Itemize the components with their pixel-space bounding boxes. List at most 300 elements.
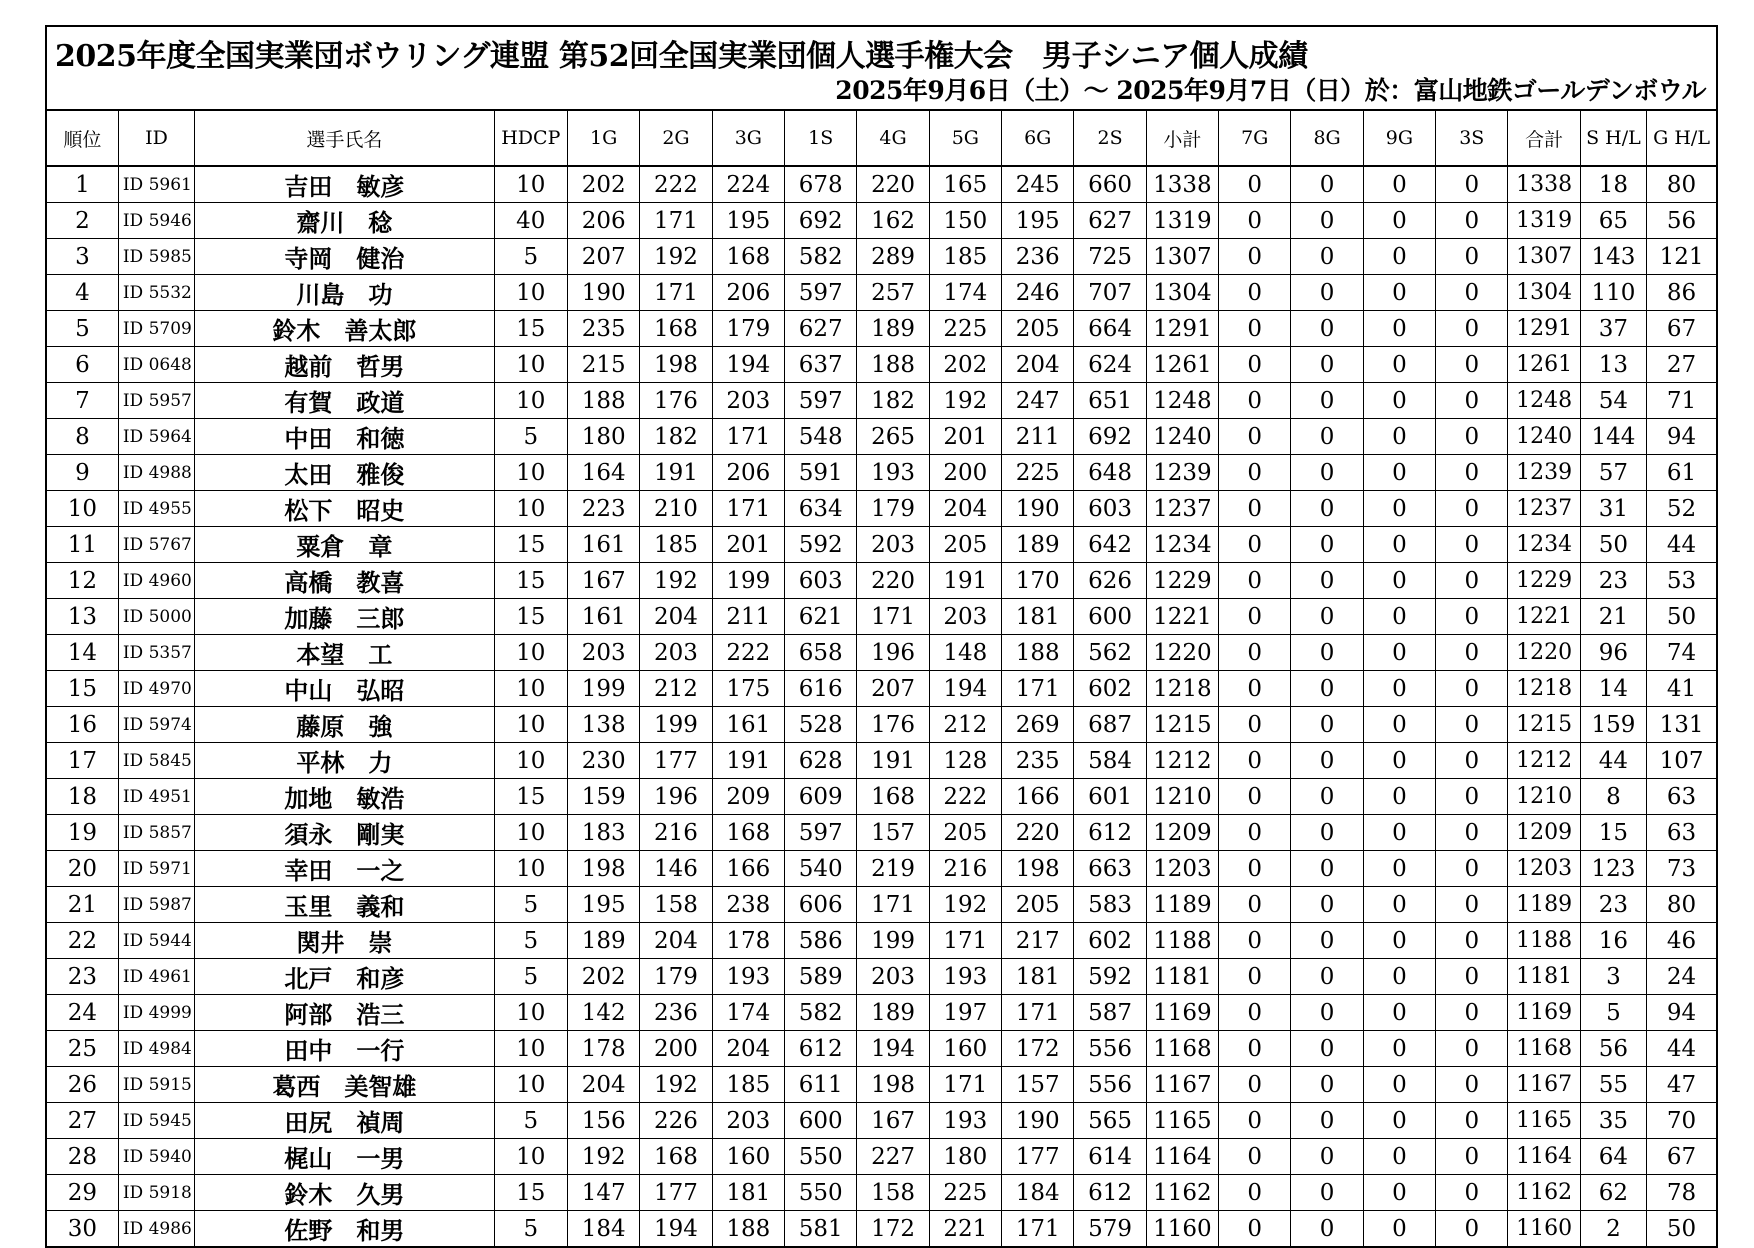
column-header: G H/L — [1647, 110, 1717, 166]
score-cell: 0 — [1363, 707, 1435, 743]
hdcp-cell: 10 — [494, 707, 567, 743]
score-cell: 215 — [567, 347, 639, 383]
score-cell: 0 — [1363, 635, 1435, 671]
score-cell: 0 — [1363, 779, 1435, 815]
series-hl-cell: 44 — [1580, 743, 1646, 779]
hdcp-cell: 10 — [494, 455, 567, 491]
game-hl-cell: 24 — [1647, 959, 1717, 995]
game-hl-cell: 46 — [1647, 923, 1717, 959]
column-header: 合計 — [1508, 110, 1580, 166]
score-cell: 0 — [1219, 815, 1291, 851]
score-cell: 603 — [1074, 491, 1146, 527]
player-name-cell: 玉里 義和 — [195, 887, 494, 923]
series-hl-cell: 159 — [1580, 707, 1646, 743]
column-header: ID — [118, 110, 194, 166]
total-cell: 1234 — [1508, 527, 1580, 563]
id-cell: ID 5845 — [118, 743, 194, 779]
score-cell: 190 — [1002, 491, 1074, 527]
rank-cell: 9 — [46, 455, 118, 491]
table-row — [46, 527, 1717, 563]
column-header: 2S — [1074, 110, 1146, 166]
game-hl-cell: 47 — [1647, 1067, 1717, 1103]
id-cell: ID 4986 — [118, 1211, 194, 1248]
score-cell: 597 — [785, 275, 857, 311]
id-cell: ID 5971 — [118, 851, 194, 887]
column-header: S H/L — [1580, 110, 1646, 166]
score-cell: 628 — [785, 743, 857, 779]
series-hl-cell: 57 — [1580, 455, 1646, 491]
score-cell: 589 — [785, 959, 857, 995]
subtotal-cell: 1240 — [1146, 419, 1218, 455]
table-row — [46, 455, 1717, 491]
score-cell: 0 — [1291, 203, 1363, 239]
rank-cell: 15 — [46, 671, 118, 707]
score-cell: 565 — [1074, 1103, 1146, 1139]
player-name-cell: 加藤 三郎 — [195, 599, 494, 635]
hdcp-cell: 15 — [494, 599, 567, 635]
column-header: 1S — [785, 110, 857, 166]
score-cell: 0 — [1436, 455, 1508, 491]
id-cell: ID 4988 — [118, 455, 194, 491]
score-cell: 0 — [1363, 1067, 1435, 1103]
score-cell: 0 — [1291, 815, 1363, 851]
score-cell: 185 — [640, 527, 712, 563]
score-cell: 156 — [567, 1103, 639, 1139]
score-cell: 0 — [1436, 1067, 1508, 1103]
total-cell: 1167 — [1508, 1067, 1580, 1103]
subtotal-cell: 1319 — [1146, 203, 1218, 239]
score-cell: 191 — [857, 743, 929, 779]
score-cell: 225 — [929, 311, 1001, 347]
score-cell: 246 — [1002, 275, 1074, 311]
score-cell: 182 — [857, 383, 929, 419]
score-cell: 0 — [1219, 959, 1291, 995]
score-cell: 0 — [1436, 491, 1508, 527]
id-cell: ID 4961 — [118, 959, 194, 995]
subtotal-cell: 1220 — [1146, 635, 1218, 671]
score-cell: 0 — [1436, 959, 1508, 995]
subtotal-cell: 1164 — [1146, 1139, 1218, 1175]
hdcp-cell: 5 — [494, 923, 567, 959]
series-hl-cell: 5 — [1580, 995, 1646, 1031]
subtotal-cell: 1167 — [1146, 1067, 1218, 1103]
score-cell: 269 — [1002, 707, 1074, 743]
score-cell: 0 — [1436, 203, 1508, 239]
table-row — [46, 347, 1717, 383]
series-hl-cell: 21 — [1580, 599, 1646, 635]
score-cell: 562 — [1074, 635, 1146, 671]
score-cell: 222 — [929, 779, 1001, 815]
score-cell: 217 — [1002, 923, 1074, 959]
series-hl-cell: 65 — [1580, 203, 1646, 239]
score-cell: 0 — [1291, 1139, 1363, 1175]
score-cell: 725 — [1074, 239, 1146, 275]
score-cell: 626 — [1074, 563, 1146, 599]
score-cell: 190 — [567, 275, 639, 311]
score-cell: 0 — [1363, 743, 1435, 779]
score-cell: 176 — [857, 707, 929, 743]
score-cell: 171 — [929, 1067, 1001, 1103]
game-hl-cell: 107 — [1647, 743, 1717, 779]
score-cell: 0 — [1363, 203, 1435, 239]
score-cell: 158 — [857, 1175, 929, 1211]
score-cell: 192 — [640, 239, 712, 275]
id-cell: ID 5709 — [118, 311, 194, 347]
score-cell: 200 — [929, 455, 1001, 491]
score-cell: 581 — [785, 1211, 857, 1248]
id-cell: ID 5918 — [118, 1175, 194, 1211]
table-row — [46, 707, 1717, 743]
score-cell: 0 — [1291, 851, 1363, 887]
score-cell: 212 — [640, 671, 712, 707]
column-header: 7G — [1219, 110, 1291, 166]
player-name-cell: 佐野 和男 — [195, 1211, 494, 1248]
score-cell: 0 — [1219, 635, 1291, 671]
score-cell: 0 — [1436, 275, 1508, 311]
hdcp-cell: 40 — [494, 203, 567, 239]
rank-cell: 10 — [46, 491, 118, 527]
score-cell: 245 — [1002, 166, 1074, 203]
table-row — [46, 203, 1717, 239]
score-cell: 224 — [712, 166, 784, 203]
rank-cell: 7 — [46, 383, 118, 419]
score-cell: 138 — [567, 707, 639, 743]
score-cell: 225 — [929, 1175, 1001, 1211]
score-cell: 204 — [1002, 347, 1074, 383]
score-cell: 0 — [1363, 563, 1435, 599]
score-cell: 189 — [857, 311, 929, 347]
score-cell: 188 — [1002, 635, 1074, 671]
column-header: 3G — [712, 110, 784, 166]
table-row — [46, 1139, 1717, 1175]
table-row — [46, 599, 1717, 635]
id-cell: ID 4984 — [118, 1031, 194, 1067]
score-cell: 0 — [1436, 1211, 1508, 1248]
score-cell: 658 — [785, 635, 857, 671]
score-cell: 627 — [785, 311, 857, 347]
score-cell: 179 — [640, 959, 712, 995]
score-cell: 663 — [1074, 851, 1146, 887]
score-cell: 236 — [1002, 239, 1074, 275]
column-header: 選手氏名 — [195, 110, 494, 166]
score-cell: 0 — [1219, 1103, 1291, 1139]
score-cell: 205 — [1002, 887, 1074, 923]
score-cell: 600 — [785, 1103, 857, 1139]
score-cell: 634 — [785, 491, 857, 527]
table-row — [46, 383, 1717, 419]
game-hl-cell: 44 — [1647, 527, 1717, 563]
score-cell: 172 — [1002, 1031, 1074, 1067]
score-cell: 204 — [640, 599, 712, 635]
score-cell: 614 — [1074, 1139, 1146, 1175]
score-cell: 0 — [1219, 491, 1291, 527]
series-hl-cell: 23 — [1580, 887, 1646, 923]
subtotal-cell: 1338 — [1146, 166, 1218, 203]
score-cell: 193 — [929, 959, 1001, 995]
subtotal-cell: 1234 — [1146, 527, 1218, 563]
score-cell: 203 — [929, 599, 1001, 635]
score-cell: 220 — [857, 563, 929, 599]
score-cell: 0 — [1363, 1175, 1435, 1211]
player-name-cell: 松下 昭史 — [195, 491, 494, 527]
game-hl-cell: 73 — [1647, 851, 1717, 887]
player-name-cell: 北戸 和彦 — [195, 959, 494, 995]
table-row — [46, 959, 1717, 995]
score-cell: 0 — [1219, 563, 1291, 599]
score-cell: 0 — [1436, 599, 1508, 635]
score-cell: 200 — [640, 1031, 712, 1067]
score-cell: 168 — [640, 311, 712, 347]
score-cell: 235 — [1002, 743, 1074, 779]
total-cell: 1229 — [1508, 563, 1580, 599]
score-cell: 612 — [1074, 1175, 1146, 1211]
id-cell: ID 5915 — [118, 1067, 194, 1103]
total-cell: 1210 — [1508, 779, 1580, 815]
score-cell: 0 — [1219, 779, 1291, 815]
game-hl-cell: 27 — [1647, 347, 1717, 383]
score-cell: 211 — [1002, 419, 1074, 455]
score-cell: 203 — [712, 1103, 784, 1139]
series-hl-cell: 96 — [1580, 635, 1646, 671]
player-name-cell: 田中 一行 — [195, 1031, 494, 1067]
game-hl-cell: 86 — [1647, 275, 1717, 311]
subtotal-cell: 1291 — [1146, 311, 1218, 347]
score-cell: 188 — [712, 1211, 784, 1248]
game-hl-cell: 63 — [1647, 815, 1717, 851]
rank-cell: 28 — [46, 1139, 118, 1175]
score-cell: 147 — [567, 1175, 639, 1211]
score-cell: 185 — [712, 1067, 784, 1103]
id-cell: ID 4970 — [118, 671, 194, 707]
column-header: 8G — [1291, 110, 1363, 166]
score-cell: 180 — [567, 419, 639, 455]
score-cell: 0 — [1291, 563, 1363, 599]
table-row — [46, 166, 1717, 203]
player-name-cell: 藤原 強 — [195, 707, 494, 743]
total-cell: 1209 — [1508, 815, 1580, 851]
table-row — [46, 1211, 1717, 1248]
total-cell: 1240 — [1508, 419, 1580, 455]
score-cell: 0 — [1363, 1031, 1435, 1067]
total-cell: 1169 — [1508, 995, 1580, 1031]
series-hl-cell: 64 — [1580, 1139, 1646, 1175]
score-cell: 199 — [712, 563, 784, 599]
score-cell: 194 — [857, 1031, 929, 1067]
score-cell: 158 — [640, 887, 712, 923]
table-row — [46, 419, 1717, 455]
score-cell: 146 — [640, 851, 712, 887]
id-cell: ID 4955 — [118, 491, 194, 527]
score-cell: 0 — [1436, 923, 1508, 959]
id-cell: ID 5945 — [118, 1103, 194, 1139]
score-cell: 0 — [1363, 275, 1435, 311]
subtotal-cell: 1221 — [1146, 599, 1218, 635]
score-cell: 0 — [1363, 923, 1435, 959]
game-hl-cell: 71 — [1647, 383, 1717, 419]
rank-cell: 14 — [46, 635, 118, 671]
hdcp-cell: 15 — [494, 311, 567, 347]
total-cell: 1168 — [1508, 1031, 1580, 1067]
score-cell: 171 — [929, 923, 1001, 959]
score-cell: 0 — [1291, 419, 1363, 455]
subtotal-cell: 1218 — [1146, 671, 1218, 707]
score-cell: 0 — [1436, 995, 1508, 1031]
rank-cell: 26 — [46, 1067, 118, 1103]
score-cell: 222 — [712, 635, 784, 671]
series-hl-cell: 31 — [1580, 491, 1646, 527]
table-row — [46, 995, 1717, 1031]
score-cell: 550 — [785, 1139, 857, 1175]
id-cell: ID 5985 — [118, 239, 194, 275]
score-cell: 204 — [640, 923, 712, 959]
score-cell: 0 — [1291, 959, 1363, 995]
score-cell: 0 — [1291, 1175, 1363, 1211]
score-cell: 201 — [929, 419, 1001, 455]
score-cell: 0 — [1219, 311, 1291, 347]
hdcp-cell: 10 — [494, 1139, 567, 1175]
hdcp-cell: 10 — [494, 347, 567, 383]
score-cell: 189 — [857, 995, 929, 1031]
hdcp-cell: 10 — [494, 166, 567, 203]
rank-cell: 27 — [46, 1103, 118, 1139]
total-cell: 1291 — [1508, 311, 1580, 347]
score-cell: 191 — [712, 743, 784, 779]
score-cell: 191 — [640, 455, 712, 491]
id-cell: ID 4960 — [118, 563, 194, 599]
score-cell: 627 — [1074, 203, 1146, 239]
score-cell: 0 — [1436, 707, 1508, 743]
score-cell: 0 — [1436, 1103, 1508, 1139]
series-hl-cell: 110 — [1580, 275, 1646, 311]
score-cell: 0 — [1291, 1103, 1363, 1139]
score-cell: 177 — [640, 743, 712, 779]
score-cell: 550 — [785, 1175, 857, 1211]
player-name-cell: 梶山 一男 — [195, 1139, 494, 1175]
score-cell: 148 — [929, 635, 1001, 671]
table-row — [46, 239, 1717, 275]
id-cell: ID 0648 — [118, 347, 194, 383]
score-cell: 206 — [712, 275, 784, 311]
rank-cell: 4 — [46, 275, 118, 311]
id-cell: ID 5532 — [118, 275, 194, 311]
score-cell: 0 — [1363, 959, 1435, 995]
score-cell: 205 — [1002, 311, 1074, 347]
score-cell: 0 — [1219, 383, 1291, 419]
score-cell: 648 — [1074, 455, 1146, 491]
score-cell: 692 — [1074, 419, 1146, 455]
score-cell: 0 — [1219, 995, 1291, 1031]
hdcp-cell: 15 — [494, 1175, 567, 1211]
game-hl-cell: 61 — [1647, 455, 1717, 491]
id-cell: ID 5987 — [118, 887, 194, 923]
score-cell: 692 — [785, 203, 857, 239]
score-cell: 190 — [1002, 1103, 1074, 1139]
score-cell: 540 — [785, 851, 857, 887]
total-cell: 1239 — [1508, 455, 1580, 491]
table-body — [46, 166, 1717, 1247]
hdcp-cell: 10 — [494, 851, 567, 887]
score-cell: 0 — [1219, 347, 1291, 383]
event-date-venue: 2025年9月6日（土）～ 2025年9月7日（日）於：富山地鉄ゴールデンボウル — [835, 76, 1706, 105]
score-cell: 183 — [567, 815, 639, 851]
score-cell: 0 — [1291, 635, 1363, 671]
score-cell: 0 — [1219, 851, 1291, 887]
player-name-cell: 関井 崇 — [195, 923, 494, 959]
score-cell: 687 — [1074, 707, 1146, 743]
score-cell: 171 — [1002, 995, 1074, 1031]
player-name-cell: 須永 剛実 — [195, 815, 494, 851]
score-cell: 204 — [929, 491, 1001, 527]
score-cell: 178 — [712, 923, 784, 959]
id-cell: ID 5944 — [118, 923, 194, 959]
score-cell: 0 — [1291, 383, 1363, 419]
series-hl-cell: 16 — [1580, 923, 1646, 959]
score-cell: 216 — [640, 815, 712, 851]
column-header: 小計 — [1146, 110, 1218, 166]
score-cell: 216 — [929, 851, 1001, 887]
score-cell: 227 — [857, 1139, 929, 1175]
score-cell: 591 — [785, 455, 857, 491]
column-header: 6G — [1002, 110, 1074, 166]
series-hl-cell: 50 — [1580, 527, 1646, 563]
score-cell: 230 — [567, 743, 639, 779]
player-name-cell: 葛西 美智雄 — [195, 1067, 494, 1103]
score-cell: 0 — [1363, 491, 1435, 527]
score-cell: 0 — [1363, 1103, 1435, 1139]
score-cell: 0 — [1363, 527, 1435, 563]
rank-cell: 5 — [46, 311, 118, 347]
score-cell: 602 — [1074, 923, 1146, 959]
score-cell: 180 — [929, 1139, 1001, 1175]
series-hl-cell: 123 — [1580, 851, 1646, 887]
game-hl-cell: 50 — [1647, 599, 1717, 635]
score-cell: 0 — [1363, 995, 1435, 1031]
score-cell: 182 — [640, 419, 712, 455]
player-name-cell: 吉田 敏彦 — [195, 166, 494, 203]
score-cell: 223 — [567, 491, 639, 527]
score-cell: 0 — [1291, 527, 1363, 563]
score-cell: 597 — [785, 815, 857, 851]
score-cell: 0 — [1363, 671, 1435, 707]
score-cell: 0 — [1436, 1139, 1508, 1175]
score-cell: 586 — [785, 923, 857, 959]
score-cell: 0 — [1291, 166, 1363, 203]
subtotal-cell: 1162 — [1146, 1175, 1218, 1211]
player-name-cell: 中田 和徳 — [195, 419, 494, 455]
hdcp-cell: 5 — [494, 419, 567, 455]
score-cell: 211 — [712, 599, 784, 635]
series-hl-cell: 3 — [1580, 959, 1646, 995]
score-cell: 171 — [712, 491, 784, 527]
score-cell: 582 — [785, 239, 857, 275]
id-cell: ID 5000 — [118, 599, 194, 635]
score-cell: 583 — [1074, 887, 1146, 923]
score-cell: 209 — [712, 779, 784, 815]
score-cell: 0 — [1219, 671, 1291, 707]
score-cell: 600 — [1074, 599, 1146, 635]
subtotal-cell: 1181 — [1146, 959, 1218, 995]
score-cell: 0 — [1363, 887, 1435, 923]
score-cell: 0 — [1219, 1211, 1291, 1248]
game-hl-cell: 67 — [1647, 1139, 1717, 1175]
score-cell: 174 — [712, 995, 784, 1031]
hdcp-cell: 10 — [494, 1031, 567, 1067]
score-cell: 0 — [1436, 563, 1508, 599]
score-cell: 177 — [640, 1175, 712, 1211]
score-cell: 236 — [640, 995, 712, 1031]
score-cell: 0 — [1291, 1031, 1363, 1067]
hdcp-cell: 5 — [494, 239, 567, 275]
